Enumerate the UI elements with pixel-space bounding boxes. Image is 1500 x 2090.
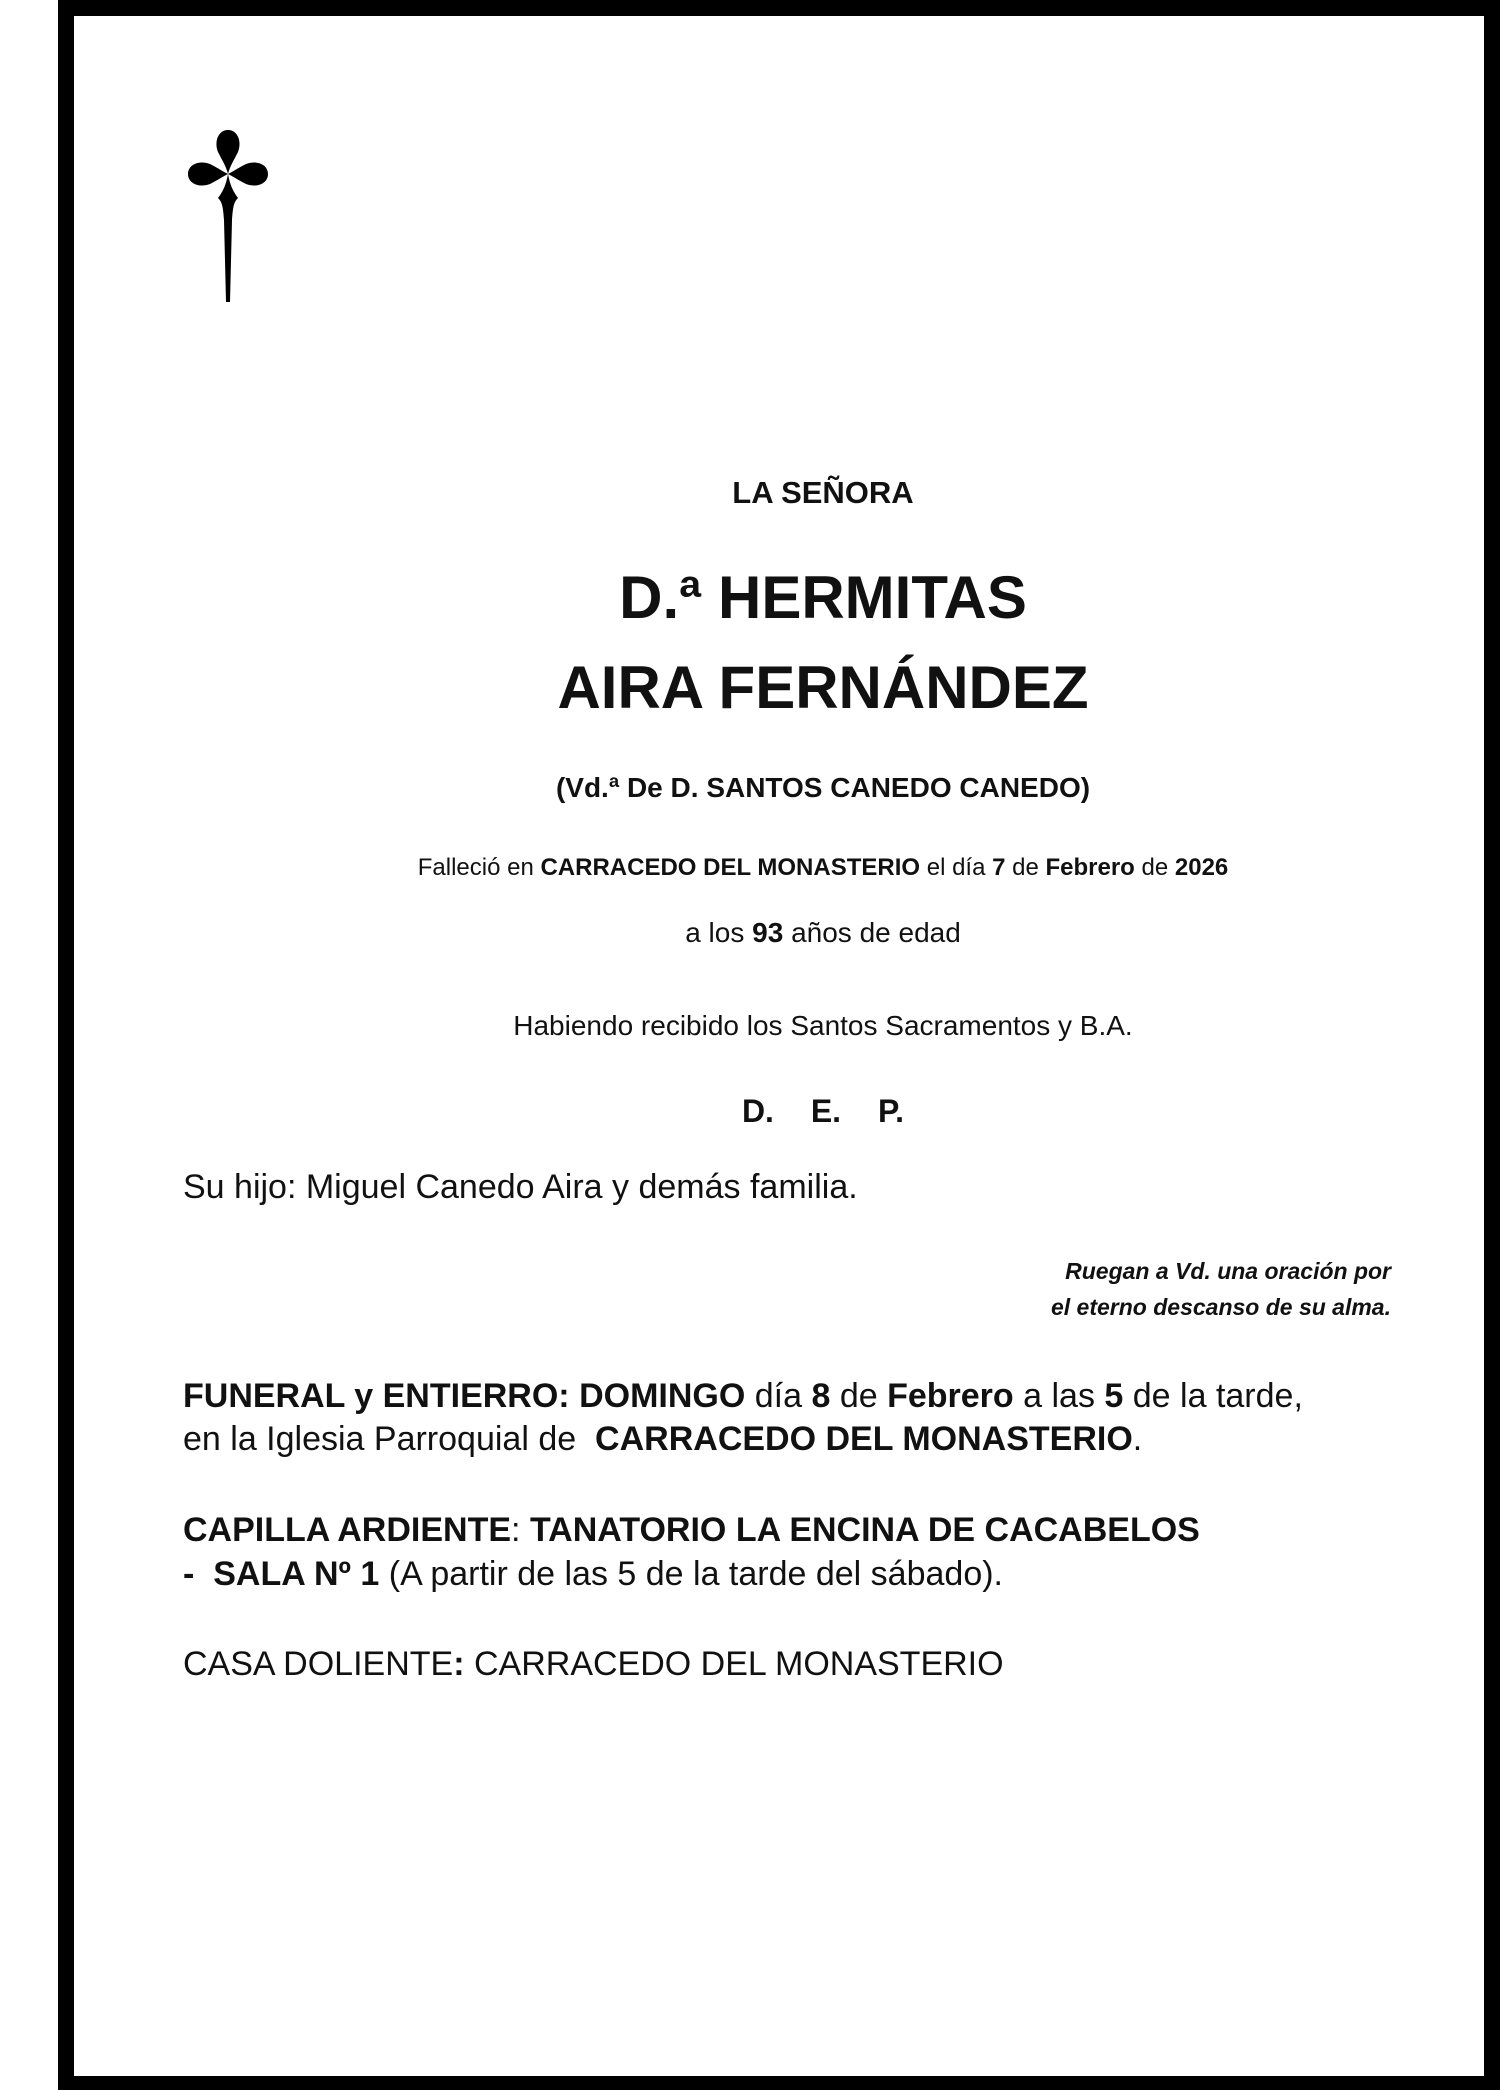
age-years: 93 [752,917,784,948]
death-day: 7 [992,854,1006,881]
chapel-place: TANATORIO LA ENCINA DE CACABELOS [529,1511,1200,1549]
prayer-line2: el eterno descanso de su alma. [1050,1294,1391,1320]
funeral-month: Febrero [887,1377,1014,1415]
chapel-label: CAPILLA ARDIENTE [183,1511,512,1549]
house-line [183,1645,1004,1684]
text: de [1134,854,1175,881]
text: . [1132,1420,1143,1458]
text: a los [685,917,753,948]
house-label: CASA DOLIENTE [183,1645,454,1683]
death-info [323,854,1323,882]
chapel-line1 [183,1511,1200,1550]
funeral-hour: 5 [1104,1377,1124,1415]
chapel-room: SALA Nº 1 [213,1555,380,1593]
text: Falleció en [417,854,541,881]
death-year: 2026 [1174,854,1229,881]
rip-text: D. E. P. [741,1093,905,1129]
text: de [830,1377,888,1415]
chapel-note: (A partir de las 5 de la tarde del sábado). [379,1555,1004,1593]
deceased-name-line1: D.ª HERMITAS [619,564,1027,631]
death-month: Febrero [1045,854,1135,881]
sacraments-text: Habiendo recibido los Santos Sacramentos y B.A. [513,1010,1133,1041]
age-info [323,917,1323,949]
title-prefix: LA SEÑORA [732,475,914,510]
funeral-line1 [183,1377,1303,1416]
death-place: CARRACEDO DEL MONASTERIO [540,854,921,881]
family-text: Su hijo: Miguel Canedo Aira y demás familia. [183,1168,858,1206]
funeral-place: CARRACEDO DEL MONASTERIO [595,1420,1133,1458]
text: de la tarde, [1123,1377,1303,1415]
prayer-line1: Ruegan a Vd. una oración por [1065,1258,1391,1284]
deceased-name-line2: AIRA FERNÁNDEZ [557,654,1089,721]
funeral-label: FUNERAL y ENTIERRO: DOMINGO [183,1377,746,1415]
text: de [1005,854,1046,881]
chapel-line2 [183,1555,1003,1594]
text: en la Iglesia Parroquial de [183,1420,596,1458]
text: : [453,1645,474,1683]
text: - [183,1555,214,1593]
widow-of: (Vd.ª De D. SANTOS CANEDO CANEDO) [555,772,1091,803]
text: a las [1013,1377,1105,1415]
house-place: CARRACEDO DEL MONASTERIO [473,1645,1004,1683]
santiago-cross-icon [188,130,268,305]
text: día [745,1377,812,1415]
text: : [511,1511,530,1549]
text: el día [920,854,993,881]
text: años de edad [783,917,961,948]
funeral-line2 [183,1420,1142,1459]
black-border-frame [58,0,1500,2090]
funeral-day: 8 [811,1377,831,1415]
